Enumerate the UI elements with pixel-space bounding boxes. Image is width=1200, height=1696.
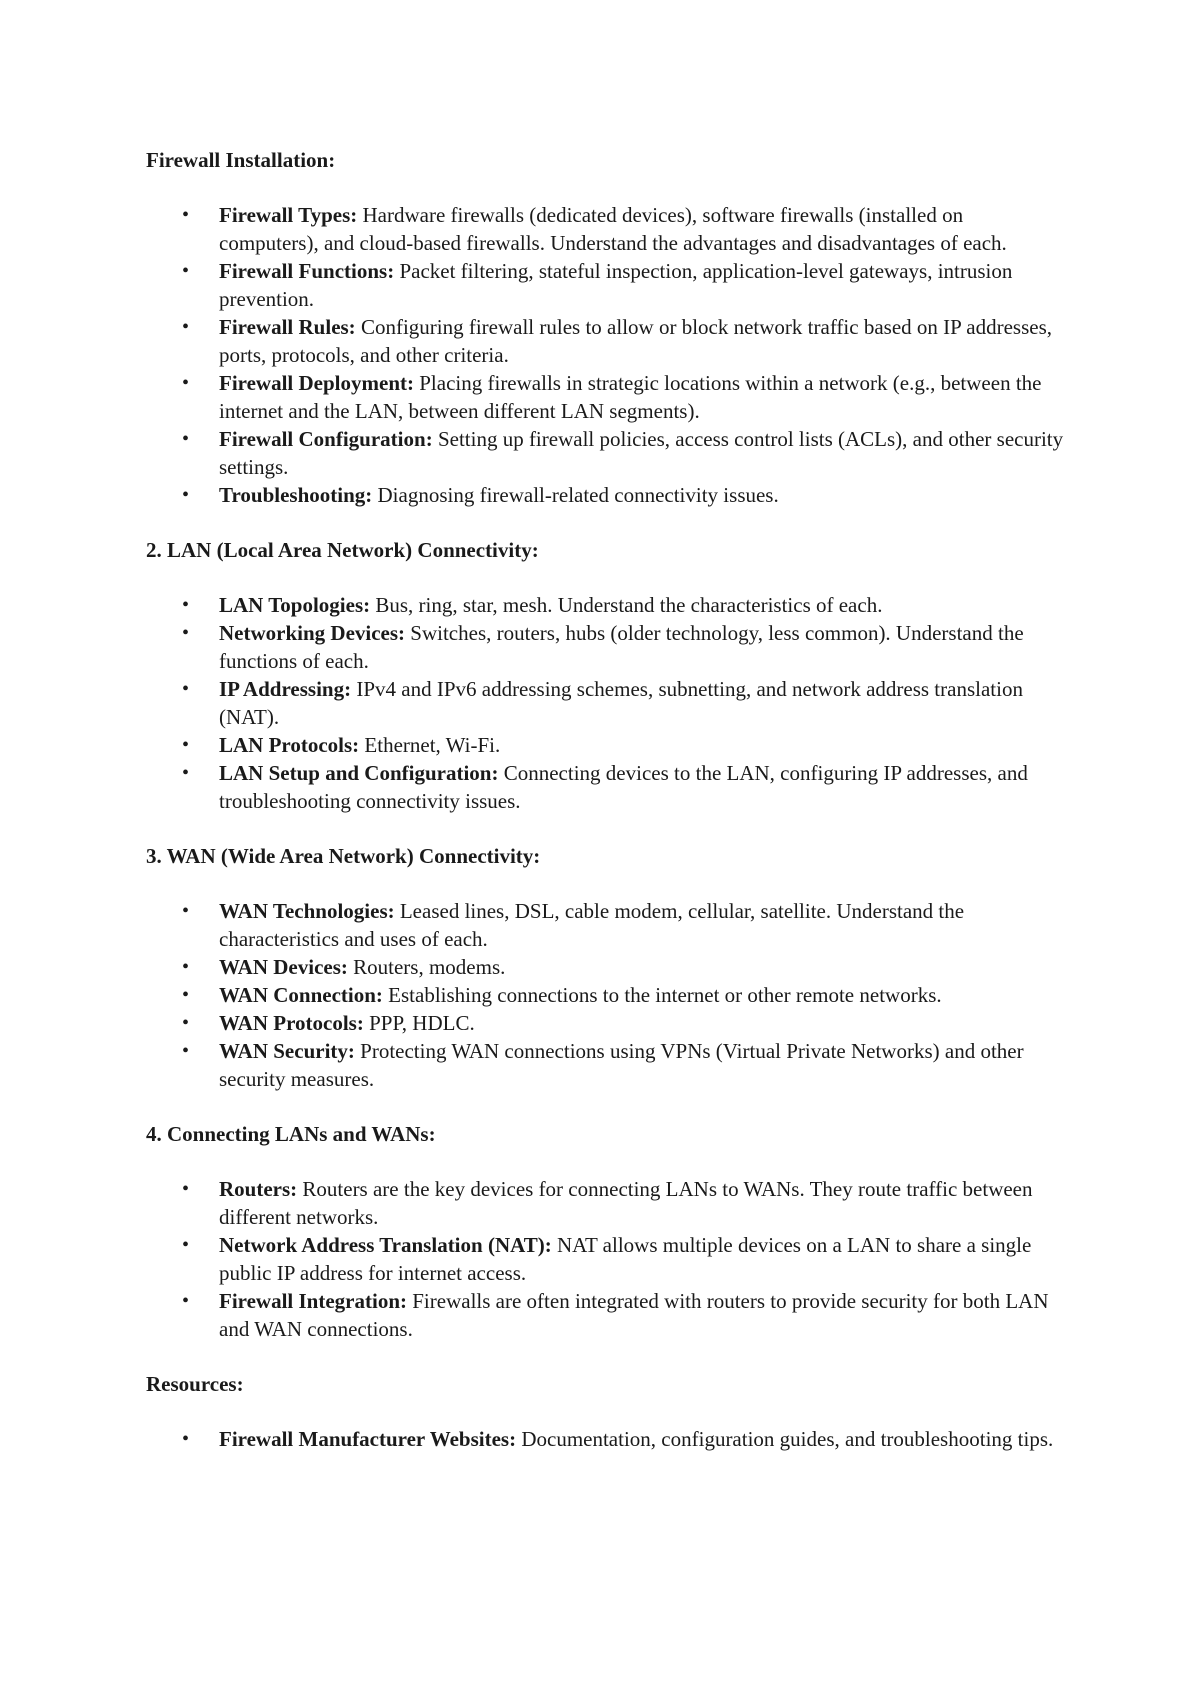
bullet-icon: • <box>182 316 190 338</box>
section-heading-wan-connectivity: 3. WAN (Wide Area Network) Connectivity: <box>146 844 541 868</box>
bullet-icon: • <box>182 762 190 784</box>
item-term: LAN Protocols: <box>219 733 360 757</box>
section-heading-resources: Resources: <box>146 1372 244 1396</box>
list-item <box>146 897 1066 953</box>
item-term: Networking Devices: <box>219 621 406 645</box>
list-item <box>146 1175 1066 1231</box>
item-text: Switches, routers, hubs (older technology, less common). Understand the functions of each. <box>219 621 1024 673</box>
item-term: IP Addressing: <box>219 677 352 701</box>
item-term: Routers: <box>219 1177 298 1201</box>
item-text: PPP, HDLC. <box>363 1011 475 1035</box>
bullet-icon: • <box>182 1012 190 1034</box>
item-text: Setting up firewall policies, access control lists (ACLs), and other security settings. <box>219 427 1064 479</box>
item-text: Configuring firewall rules to allow or block network traffic based on IP addresses, ports, protocols, and other criteria. <box>219 315 1053 367</box>
item-term: Firewall Integration: <box>219 1289 407 1313</box>
bullet-icon: • <box>182 1040 190 1062</box>
item-term: WAN Security: <box>219 1039 355 1063</box>
item-text: Firewalls are often integrated with routers to provide security for both LAN and WAN connections. <box>219 1289 1049 1341</box>
bullet-icon: • <box>182 622 190 644</box>
item-text: IPv4 and IPv6 addressing schemes, subnetting, and network address translation (NAT). <box>219 677 1023 729</box>
item-term: Firewall Functions: <box>219 259 395 283</box>
list-item <box>146 425 1066 481</box>
list-item <box>146 591 1066 619</box>
bullet-list <box>146 591 1066 815</box>
list-item <box>146 257 1066 313</box>
bullet-icon: • <box>182 428 190 450</box>
bullet-list <box>146 201 1066 509</box>
item-text: Routers are the key devices for connecting LANs to WANs. They route traffic between different networks. <box>219 1177 1033 1229</box>
item-text: Bus, ring, star, mesh. Understand the characteristics of each. <box>370 593 883 617</box>
item-term: WAN Devices: <box>219 955 348 979</box>
item-text: Routers, modems. <box>347 955 506 979</box>
item-text: Diagnosing firewall-related connectivity issues. <box>372 483 779 507</box>
item-term: Firewall Configuration: <box>219 427 433 451</box>
bullet-icon: • <box>182 1234 190 1256</box>
list-item <box>146 1009 1066 1037</box>
item-term: WAN Protocols: <box>219 1011 364 1035</box>
item-text: Protecting WAN connections using VPNs (Virtual Private Networks) and other security measures. <box>219 1039 1024 1091</box>
list-item <box>146 1037 1066 1093</box>
section-heading-lan-connectivity: 2. LAN (Local Area Network) Connectivity: <box>146 538 539 562</box>
bullet-icon: • <box>182 984 190 1006</box>
item-term: WAN Technologies: <box>219 899 395 923</box>
section-heading-firewall-installation: Firewall Installation: <box>146 148 336 172</box>
list-item <box>146 731 1066 759</box>
list-item <box>146 759 1066 815</box>
section-heading-connecting-lans-wans: 4. Connecting LANs and WANs: <box>146 1122 436 1146</box>
item-term: WAN Connection: <box>219 983 383 1007</box>
item-term: Network Address Translation (NAT): <box>219 1233 552 1257</box>
bullet-icon: • <box>182 204 190 226</box>
bullet-icon: • <box>182 678 190 700</box>
list-item <box>146 619 1066 675</box>
list-item <box>146 369 1066 425</box>
item-term: Firewall Manufacturer Websites: <box>219 1427 517 1451</box>
item-term: Firewall Deployment: <box>219 371 414 395</box>
list-item <box>146 1287 1066 1343</box>
item-term: Firewall Types: <box>219 203 358 227</box>
bullet-icon: • <box>182 1290 190 1312</box>
bullet-icon: • <box>182 1428 190 1450</box>
item-text: Ethernet, Wi-Fi. <box>359 733 501 757</box>
bullet-icon: • <box>182 734 190 756</box>
list-item <box>146 953 1066 981</box>
item-term: Troubleshooting: <box>219 483 373 507</box>
item-term: LAN Topologies: <box>219 593 371 617</box>
bullet-list <box>146 897 1066 1093</box>
item-term: Firewall Rules: <box>219 315 356 339</box>
list-item <box>146 481 1066 509</box>
bullet-list <box>146 1175 1066 1343</box>
item-text: Connecting devices to the LAN, configuring IP addresses, and troubleshooting connectivity issues. <box>219 761 1028 813</box>
bullet-icon: • <box>182 956 190 978</box>
item-term: LAN Setup and Configuration: <box>219 761 499 785</box>
item-text: Establishing connections to the internet or other remote networks. <box>382 983 942 1007</box>
item-text: Leased lines, DSL, cable modem, cellular, satellite. Understand the characteristics and uses of each. <box>219 899 965 951</box>
bullet-list <box>146 1425 1066 1453</box>
bullet-icon: • <box>182 260 190 282</box>
item-text: Placing firewalls in strategic locations within a network (e.g., between the internet and the LAN, between different LAN segments). <box>219 371 1042 423</box>
bullet-icon: • <box>182 372 190 394</box>
list-item <box>146 981 1066 1009</box>
item-text: Hardware firewalls (dedicated devices), software firewalls (installed on computers), and cloud-based firewalls. Understand the advantages and disadvantages of each. <box>219 203 1007 255</box>
list-item <box>146 313 1066 369</box>
item-text: Packet filtering, stateful inspection, application-level gateways, intrusion prevention. <box>219 259 1013 311</box>
bullet-icon: • <box>182 1178 190 1200</box>
list-item <box>146 1425 1066 1453</box>
bullet-icon: • <box>182 484 190 506</box>
list-item <box>146 201 1066 257</box>
list-item <box>146 1231 1066 1287</box>
item-text: Documentation, configuration guides, and troubleshooting tips. <box>516 1427 1054 1451</box>
bullet-icon: • <box>182 594 190 616</box>
bullet-icon: • <box>182 900 190 922</box>
item-text: NAT allows multiple devices on a LAN to share a single public IP address for internet access. <box>219 1233 1032 1285</box>
list-item <box>146 675 1066 731</box>
document-content <box>146 146 1066 1480</box>
